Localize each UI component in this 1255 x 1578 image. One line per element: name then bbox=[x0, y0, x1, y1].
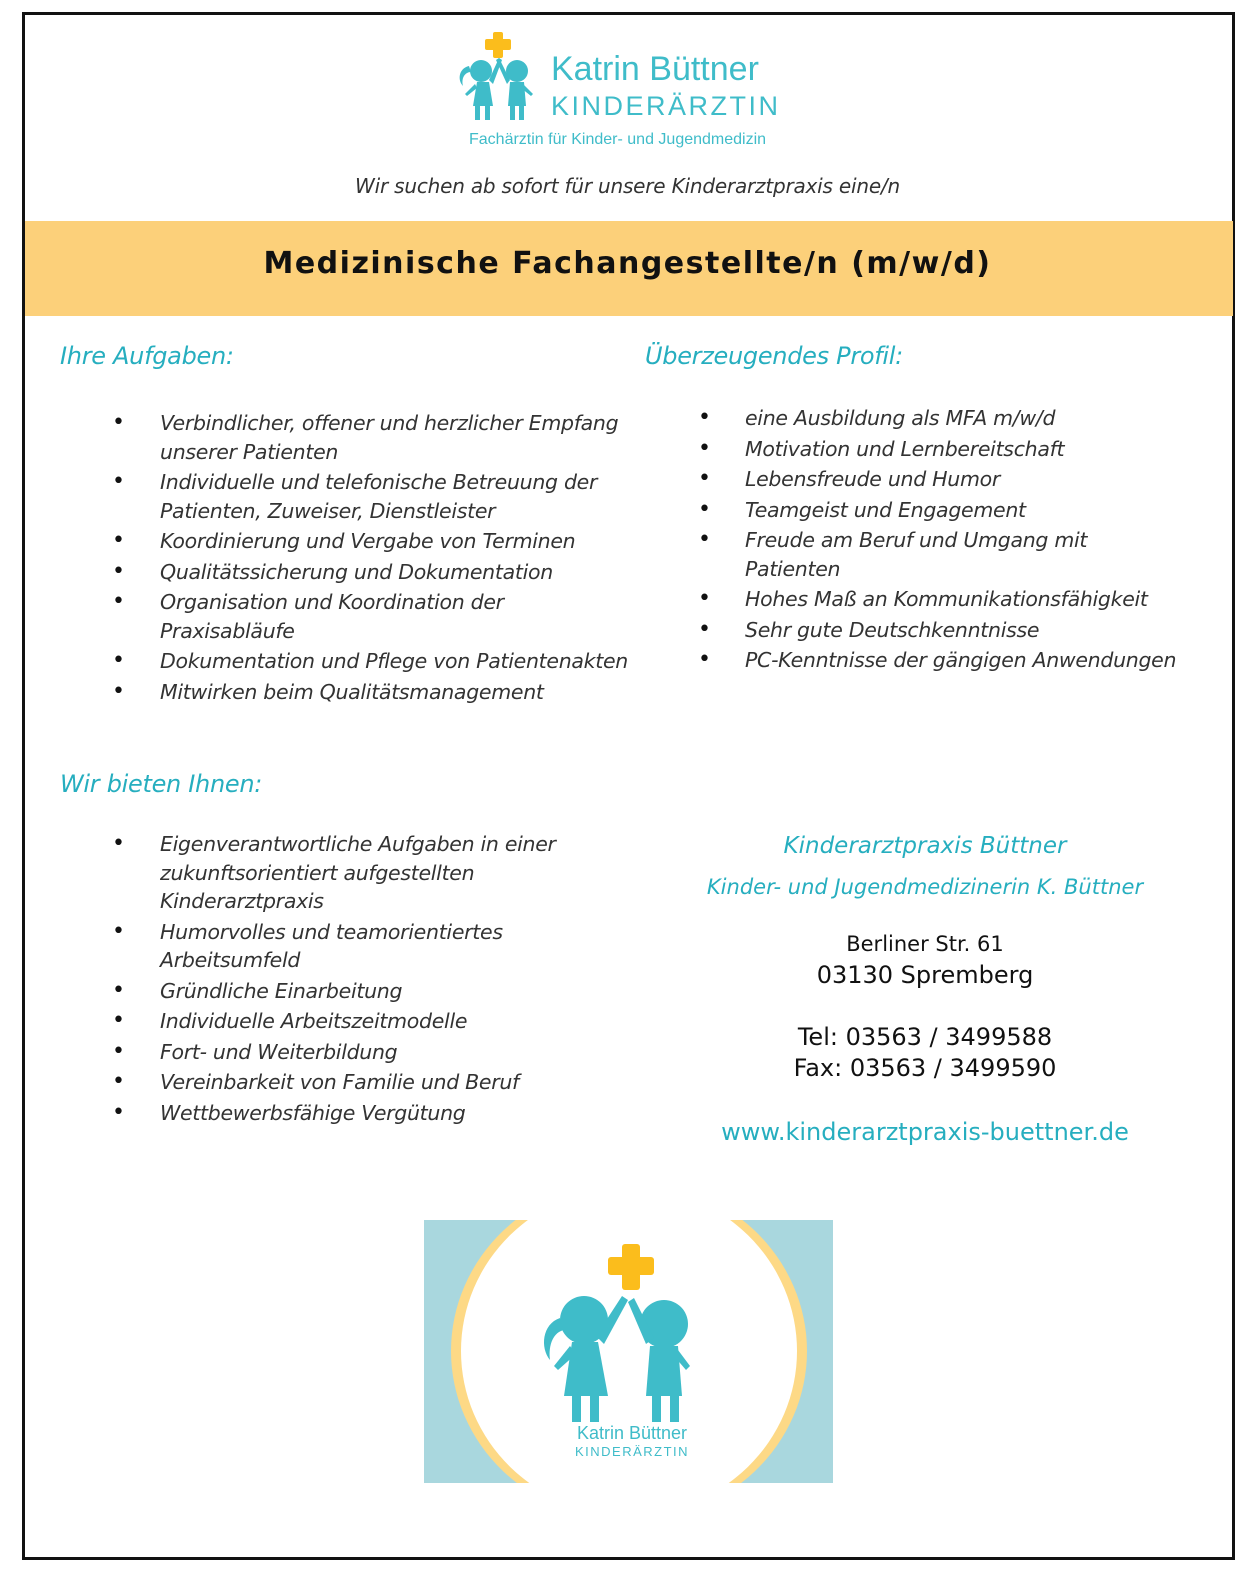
doctor-name bbox=[640, 875, 1210, 899]
website-link[interactable]: www.kinderarztpraxis-buettner.de bbox=[721, 1118, 1129, 1146]
fax-number: Fax: 03563 / 3499590 bbox=[793, 1054, 1057, 1082]
bottom-logo bbox=[424, 1220, 833, 1483]
profile-list bbox=[648, 404, 1188, 677]
offer-heading: Wir bieten Ihnen: bbox=[60, 770, 263, 798]
practice-name bbox=[640, 833, 1210, 859]
list-item: • Humorvolles und teamorientiertes Arbeitsumfeld bbox=[60, 918, 600, 975]
list-item: • Individuelle und telefonische Betreuung der Patienten, Zuweiser, Dienstleister bbox=[60, 468, 630, 525]
practice-name-text: Kinderarztpraxis Büttner bbox=[783, 833, 1067, 859]
list-item: • Mitwirken beim Qualitätsmanagement bbox=[60, 678, 630, 707]
job-title: Medizinische Fachangestellte/n (m/w/d) bbox=[263, 246, 992, 281]
list-item: • Gründliche Einarbeitung bbox=[60, 977, 600, 1006]
logo-subtitle: Fachärztin für Kinder- und Jugendmedizin bbox=[469, 131, 767, 148]
bottom-logo-name: Katrin Büttner bbox=[576, 1423, 688, 1443]
list-item: • Sehr gute Deutschkenntnisse bbox=[648, 616, 1188, 645]
address-street: Berliner Str. 61 bbox=[846, 932, 1004, 956]
list-item: • Teamgeist und Engagement bbox=[648, 496, 1188, 525]
bottom-logo-role: KINDERÄRZTIN bbox=[574, 1444, 690, 1459]
intro-text: Wir suchen ab sofort für unsere Kinderarztpraxis eine/n bbox=[355, 174, 900, 198]
logo-name: Katrin Büttner bbox=[551, 50, 759, 88]
child-figure-icon bbox=[496, 58, 533, 120]
list-item: • Lebensfreude und Humor bbox=[648, 465, 1188, 494]
logo-role: KINDERÄRZTIN bbox=[551, 91, 781, 121]
list-item: • Qualitätssicherung und Dokumentation bbox=[60, 558, 630, 587]
address-city: 03130 Spremberg bbox=[816, 961, 1034, 989]
tasks-list bbox=[60, 409, 630, 708]
list-item: • PC-Kenntnisse der gängigen Anwendungen bbox=[648, 646, 1188, 675]
list-item: • Individuelle Arbeitszeitmodelle bbox=[60, 1007, 600, 1036]
tasks-heading: Ihre Aufgaben: bbox=[60, 342, 234, 370]
website bbox=[640, 1118, 1210, 1146]
list-item: • Vereinbarkeit von Familie und Beruf bbox=[60, 1068, 600, 1097]
list-item: • Eigenverantwortliche Aufgaben in einer zukunftsorientiert aufgestellten Kinderarztpraxis bbox=[60, 830, 600, 916]
phone-number: Tel: 03563 / 3499588 bbox=[797, 1023, 1053, 1051]
list-item: • Freude am Beruf und Umgang mit Patienten bbox=[648, 526, 1188, 583]
list-item: • Hohes Maß an Kommunikationsfähigkeit bbox=[648, 585, 1188, 614]
list-item: • Dokumentation und Pflege von Patientenakten bbox=[60, 647, 630, 676]
medical-cross-icon bbox=[485, 32, 511, 58]
list-item: • Verbindlicher, offener und herzlicher Empfang unserer Patienten bbox=[60, 409, 630, 466]
doctor-name-text: Kinder- und Jugendmedizinerin K. Büttner bbox=[706, 875, 1144, 899]
profile-heading: Überzeugendes Profil: bbox=[645, 342, 903, 370]
list-item: • Koordinierung und Vergabe von Terminen bbox=[60, 527, 630, 556]
list-item: • Fort- und Weiterbildung bbox=[60, 1038, 600, 1067]
list-item: • Wettbewerbsfähige Vergütung bbox=[60, 1099, 600, 1128]
list-item: • Motivation und Lernbereitschaft bbox=[648, 435, 1188, 464]
child-figure-icon bbox=[460, 58, 502, 120]
offer-list bbox=[60, 830, 600, 1129]
practice-logo bbox=[455, 28, 815, 148]
list-item: • eine Ausbildung als MFA m/w/d bbox=[648, 404, 1188, 433]
list-item: • Organisation und Koordination der Praxisabläufe bbox=[60, 588, 630, 645]
